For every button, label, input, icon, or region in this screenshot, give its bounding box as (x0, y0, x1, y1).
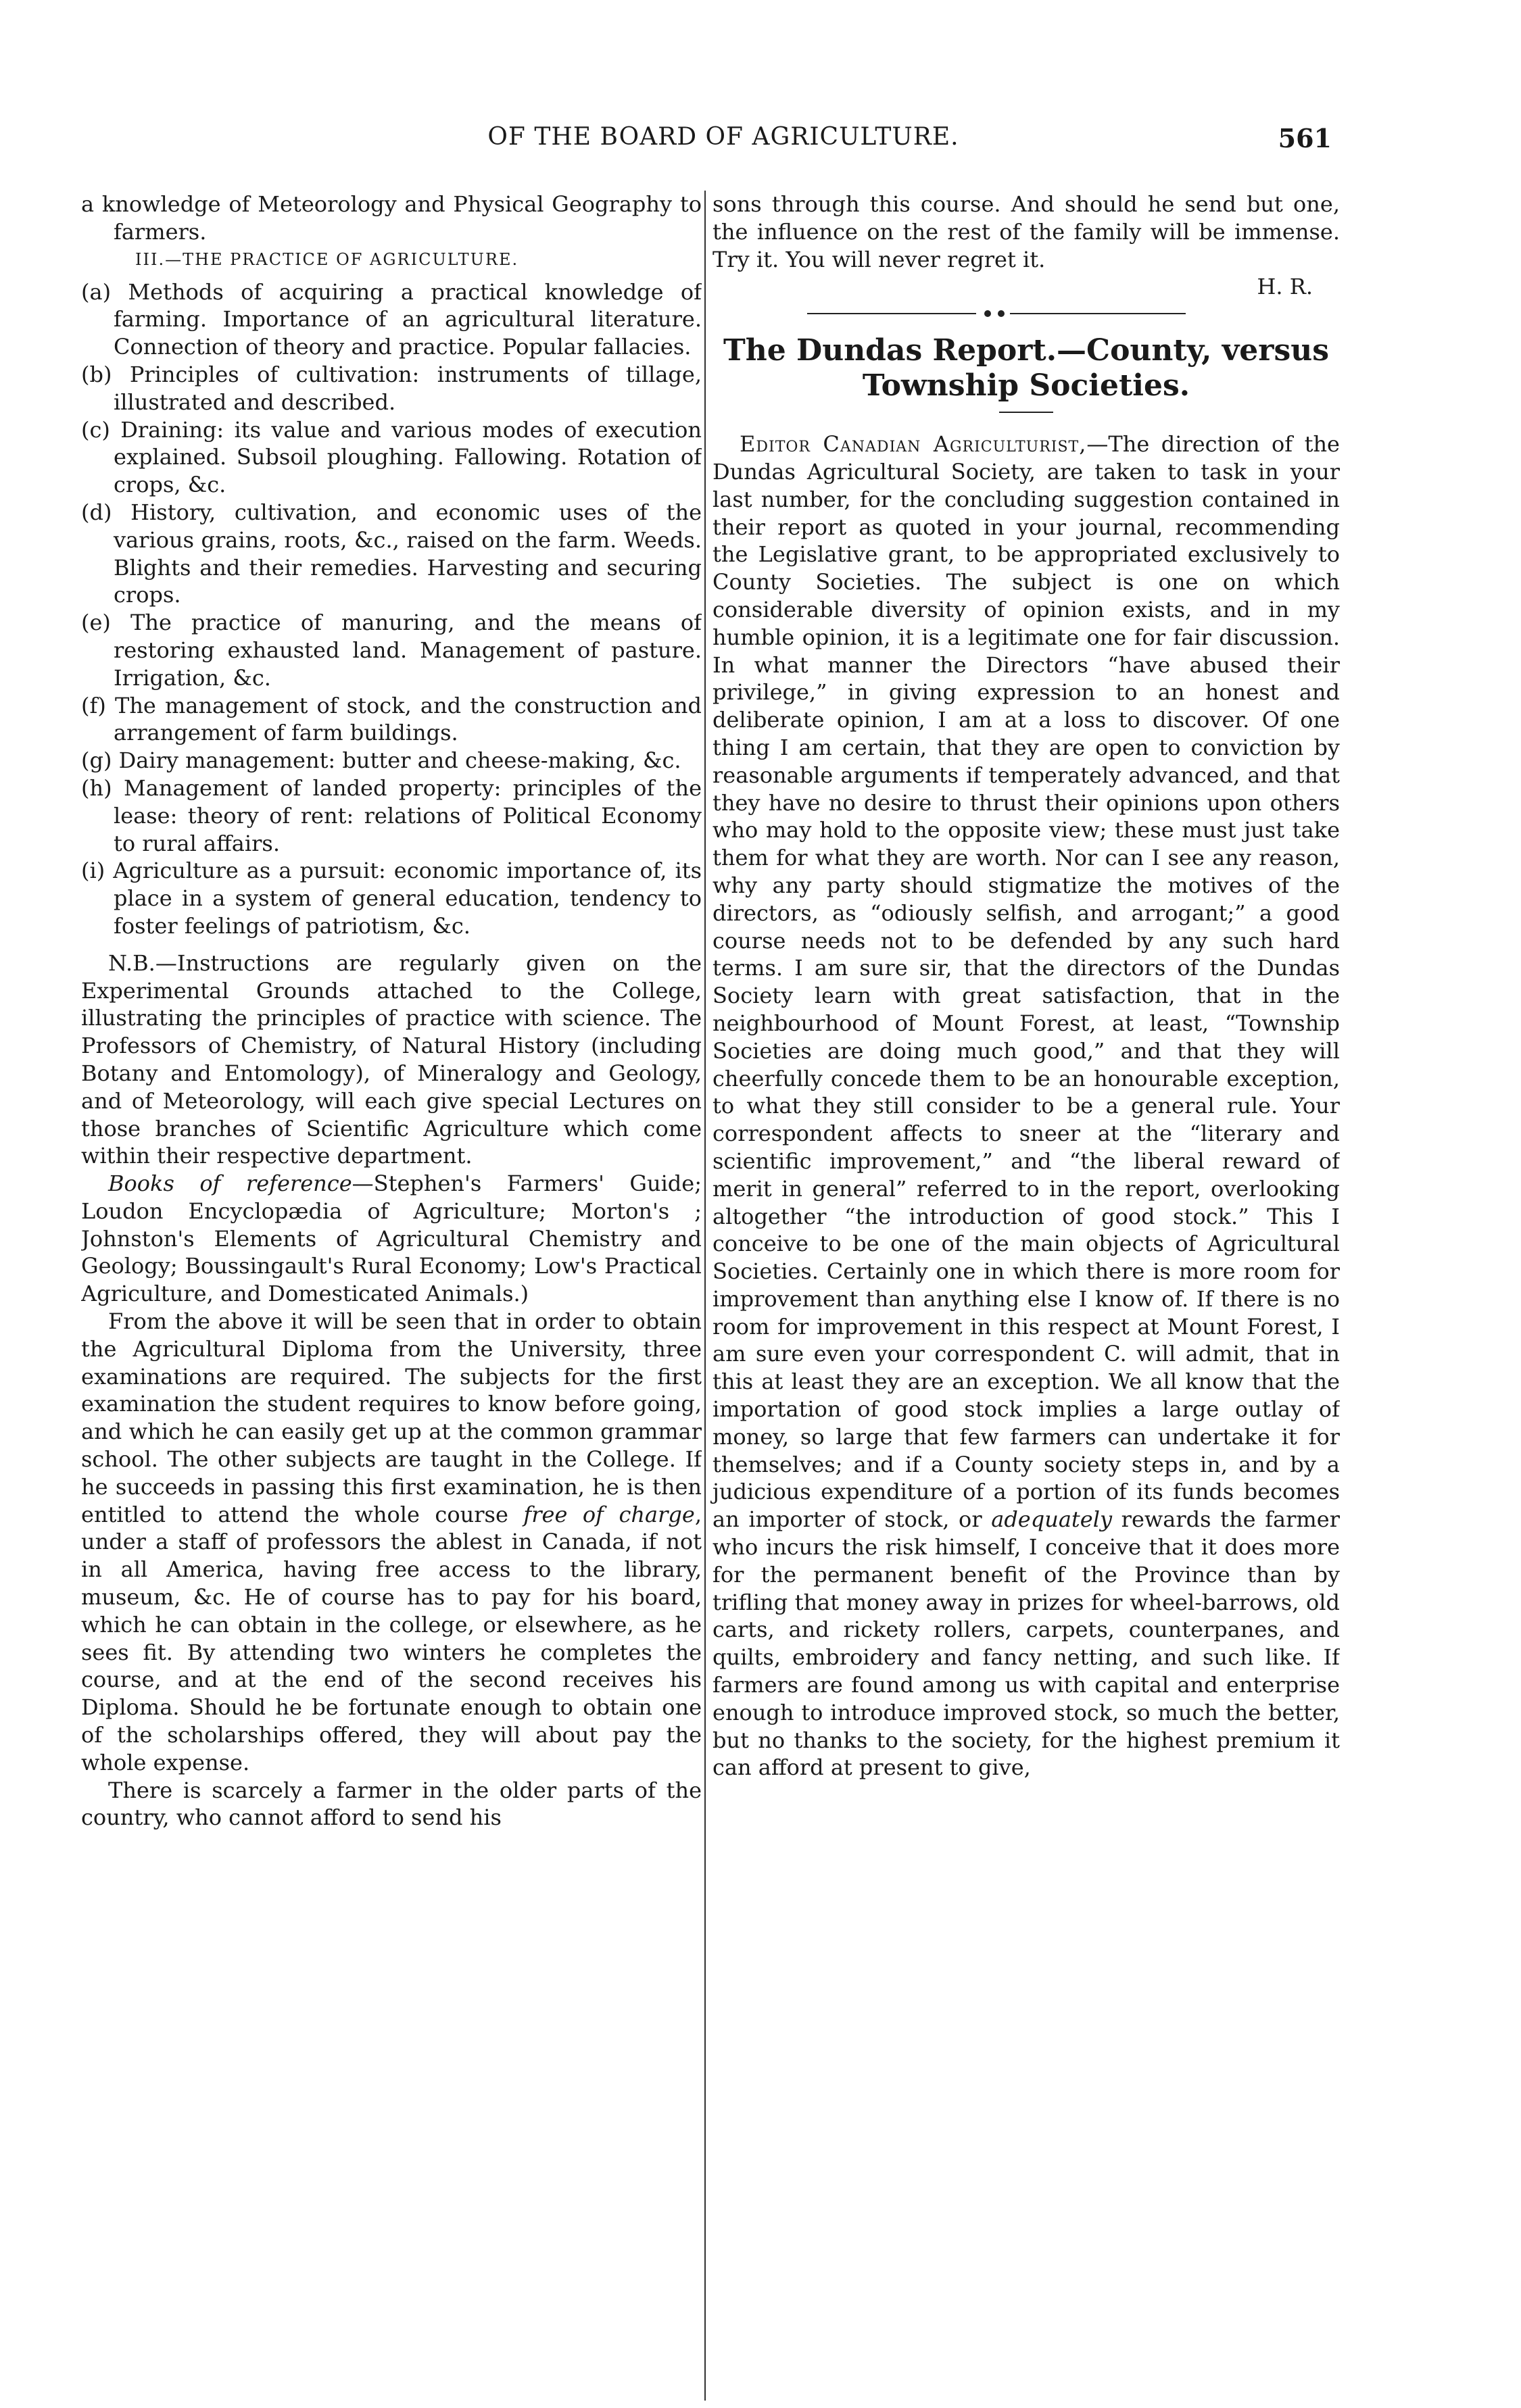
nb-paragraph: N.B.—Instructions are regularly given on the Experimental Grounds attached to the College, illustrating the principles of practice with science. The Professors of Chemistry, of Natural History (including Botany and Entomology), of Mineralogy and Geology, and of Meteorology, will each give special Lectures on those branches of Scientific Agriculture which come within their respective department. (81, 950, 702, 1169)
list-item: (f) The management of stock, and the construction and arrangement of farm buildings. (81, 692, 702, 746)
continuation-paragraph: sons through this course. And should he send but one, the influence on the rest of the family will be immense. Try it. You will never regret it. (713, 191, 1340, 272)
body-paragraph (81, 1308, 702, 1777)
page-number: 561 (1278, 123, 1332, 153)
article-title: The Dundas Report.—County, versus Township Societies. (723, 333, 1329, 403)
body-text: From the above it will be seen that in order to obtain the Agricultural Diploma from the University, three examinations are required. The subjects for the first examination the student requires to know before going, and which he can easily get up at the common grammar school. The other subjects are taught in the College. If he succeeds in passing this first examination, he is then entitled to attend the whole course (81, 1308, 702, 1527)
page-header (0, 123, 1521, 170)
ornamental-rule (807, 309, 1186, 318)
list-item: (g) Dairy management: butter and cheese-making, &c. (81, 747, 681, 774)
list-item: (e) The practice of manuring, and the means of restoring exhausted land. Management of pasture. Irrigation, &c. (81, 610, 702, 691)
title-rule (999, 412, 1053, 413)
running-head: OF THE BOARD OF AGRICULTURE. (487, 123, 959, 151)
list-item: (b) Principles of cultivation: instruments of tillage, illustrated and described. (81, 361, 702, 415)
body-paragraph: There is scarcely a farmer in the older parts of the country, who cannot afford to send his (81, 1777, 702, 1831)
right-column (704, 191, 1340, 2401)
body-text: , under a staff of professors the ablest in Canada, if not in all America, having free access to the library, museum, &c. He of course has to pay for his board, which he can obtain in the college, or elsewhere, as he sees fit. By attending two winters he completes the course, and at the end of the second receives his Diploma. Should he be fortunate enough to obtain one of the scholarships offered, they will about pay the whole expense. (81, 1501, 702, 1775)
signature: H. R. (1257, 274, 1313, 300)
section-heading: III.—THE PRACTICE OF AGRICULTURE. (135, 249, 519, 269)
salutation: Editor Canadian Agriculturist, (740, 431, 1087, 458)
emphasis-text: free of charge (523, 1501, 695, 1527)
list-item: (h) Management of landed property: principles of the lease: theory of rent: relations of Political Economy to rural affairs. (81, 775, 702, 856)
emphasis-text: adequately (991, 1506, 1113, 1533)
list-item: (i) Agriculture as a pursuit: economic importance of, its place in a system of general education, tendency to foster feelings of patriotism, &c. (81, 858, 702, 939)
article-body (713, 431, 1340, 1782)
body-text: rewards the farmer who incurs the risk himself, I conceive that it does more for the permanent benefit of the Province than by trifling that money away in prizes for wheel-barrows, old carts, and rickety rollers, carpets, counterpanes, and quilts, embroidery and fancy netting, and such like. If farmers are found among us with capital and enterprise enough to introduce improved stock, so much the better, but no thanks to the society, for the highest premium it can afford at present to give, (713, 1506, 1340, 1781)
books-label: Books of reference (108, 1171, 352, 1197)
intro-paragraph: a knowledge of Meteorology and Physical Geography to farmers. (81, 191, 702, 245)
books-text: —Stephen's Farmers' Guide; Loudon Encyclopædia of Agriculture; Morton's ; Johnston's Elements of Agricultural Chemistry and Geology; Boussingault's Rural Economy; Low's Practical Agriculture, and Domesticated Animals.) (81, 1171, 702, 1307)
books-paragraph (81, 1170, 702, 1308)
list-item: (d) History, cultivation, and economic uses of the various grains, roots, &c., raised on the farm. Weeds. Blights and their remedies. Harvesting and securing crops. (81, 499, 702, 608)
list-item: (a) Methods of acquiring a practical knowledge of farming. Importance of an agricultural literature. Connection of theory and practice. Popular fallacies. (81, 278, 702, 360)
list-item: (c) Draining: its value and various modes of execution explained. Subsoil ploughing. Fallowing. Rotation of crops, &c. (81, 416, 702, 498)
body-text: —The direction of the Dundas Agricultural Society, are taken to task in your last number, for the concluding suggestion contained in their report as quoted in your journal, recommending the Legislative grant, to be appropriated exclusively to County Societies. The subject is one on which considerable diversity of opinion exists, and in my humble opinion, it is a legitimate one for fair discussion. In what manner the Directors “have abused their privilege,” in giving expression to an honest and deliberate opinion, I am at a loss to discover. Of one thing I am certain, that they are open to conviction by reasonable arguments if temperately advanced, and that they have no desire to thrust their opinions upon others who may hold to the opposite view; these must just take them for what they are worth. Nor can I see any reason, why any party should stigmatize the motives of the directors, as “odiously selfish, and arrogant;” a good course needs not to be defended by any such hard terms. I am sure sir, that the directors of the Dundas Society learn with great satisfaction, that in the neighbourhood of Mount Forest, at least, “Township Societies are doing much good,” and that they will cheerfully concede them to be an honourable exception, to what they still consider to be a general rule. Your correspondent affects to sneer at the “literary and scientific improvement,” and “the liberal reward of merit in general” referred to in the report, overlooking altogether “the introduction of good stock.” This I conceive to be one of the main objects of Agricultural Societies. Certainly one in which there is more room for improvement than anything else I know of. If there is no room for improvement in this respect at Mount Forest, I am sure even your correspondent C. will admit, that in this at least they are an exception. We all know that the importation of good stock implies a large outlay of money, so large that few farmers can undertake it for themselves; and if a County society steps in, and by a judicious expenditure of a portion of its funds becomes an importer of stock, or (713, 431, 1340, 1533)
left-column (81, 191, 702, 2401)
